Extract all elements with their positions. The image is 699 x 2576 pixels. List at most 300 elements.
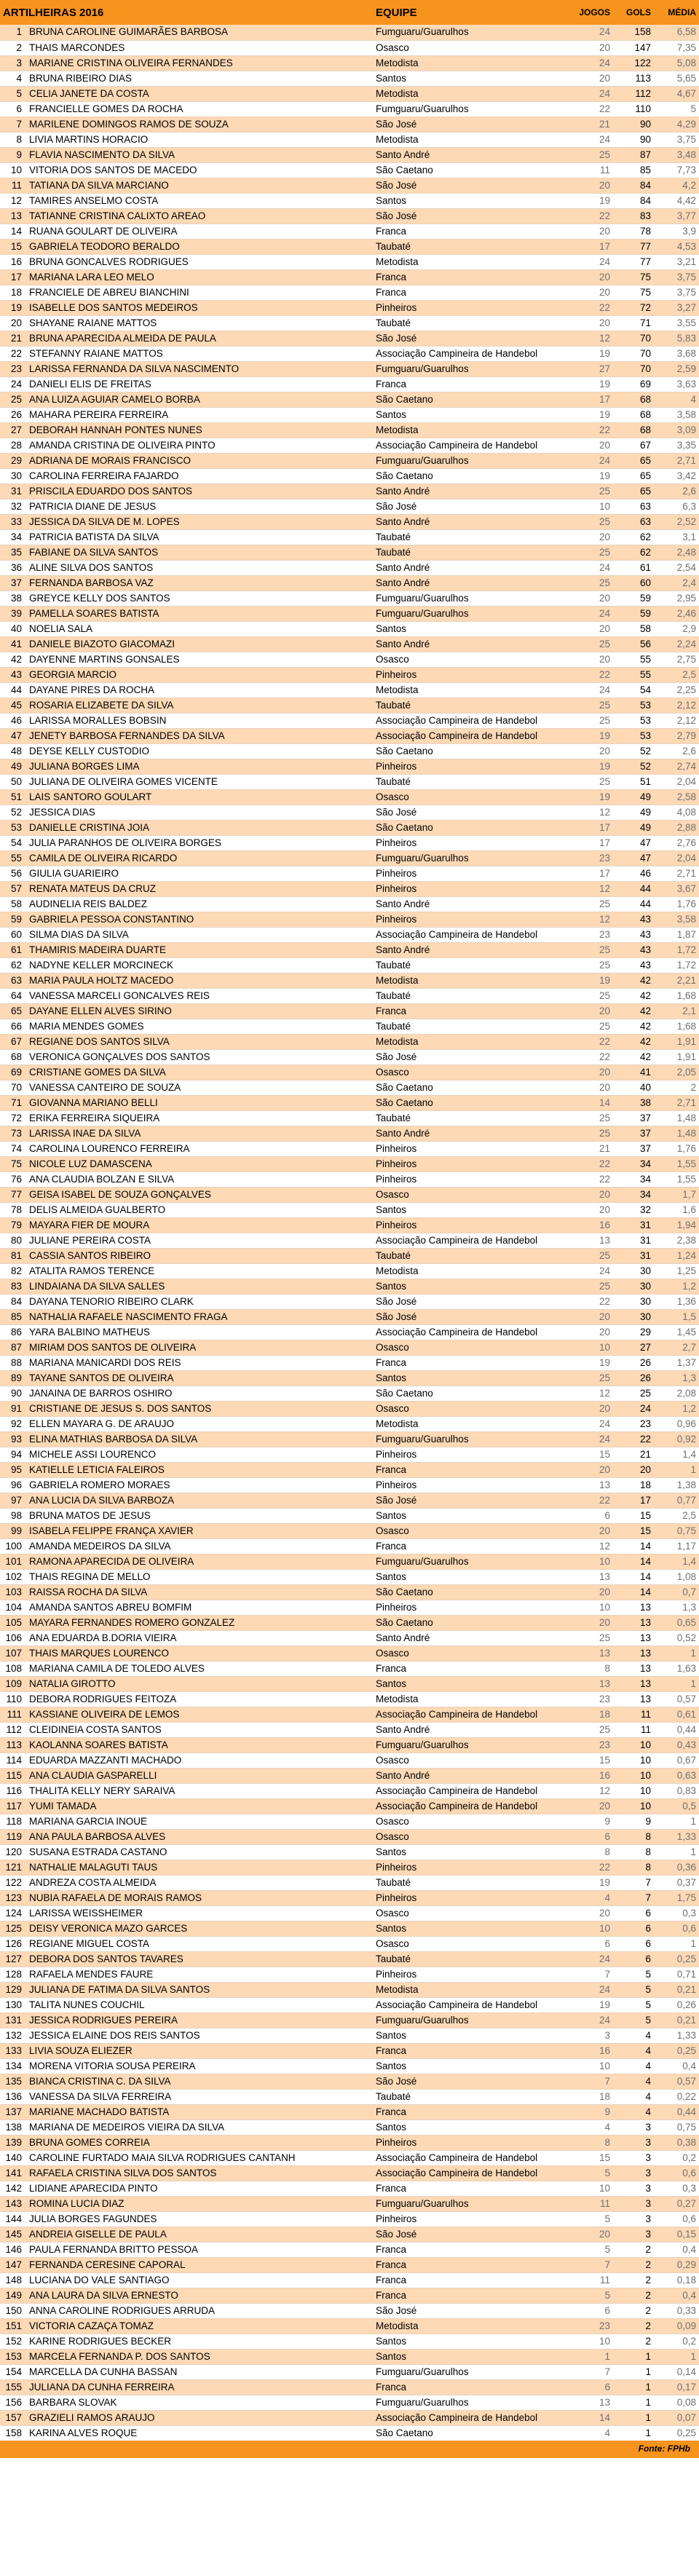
average-cell: 1,75: [654, 1890, 699, 1905]
table-row: [0, 2410, 699, 2425]
team-name: Pinheiros: [373, 300, 565, 315]
table-row: [0, 713, 699, 728]
goals-cell: 52: [613, 759, 654, 774]
games-cell: 22: [565, 1049, 613, 1064]
team-name: Taubaté: [373, 1019, 565, 1034]
average-cell: 1,48: [654, 1126, 699, 1141]
goals-cell: 1: [613, 2379, 654, 2395]
table-row: [0, 1982, 699, 1997]
average-cell: 0,92: [654, 1431, 699, 1447]
average-cell: 1,3: [654, 1370, 699, 1386]
player-name: DAYANA TENORIO RIBEIRO CLARK: [26, 1294, 373, 1309]
goals-cell: 112: [613, 86, 654, 101]
rank-cell: 79: [0, 1217, 26, 1233]
rank-cell: 99: [0, 1523, 26, 1538]
rank-cell: 73: [0, 1126, 26, 1141]
team-name: São Caetano: [373, 1386, 565, 1401]
table-row: [0, 178, 699, 193]
average-cell: 2,24: [654, 636, 699, 652]
rank-cell: 78: [0, 1202, 26, 1217]
team-name: Franca: [373, 1003, 565, 1019]
player-name: TATIANNE CRISTINA CALIXTO AREAO: [26, 208, 373, 224]
average-cell: 1,68: [654, 1019, 699, 1034]
table-row: [0, 1860, 699, 1875]
table-row: [0, 1248, 699, 1263]
goals-cell: 53: [613, 698, 654, 713]
team-name: Osasco: [373, 1753, 565, 1768]
goals-cell: 62: [613, 529, 654, 545]
goals-cell: 5: [613, 1982, 654, 1997]
player-name: ATALITA RAMOS TERENCE: [26, 1263, 373, 1279]
table-row: [0, 789, 699, 805]
rank-cell: 44: [0, 682, 26, 698]
team-name: Associação Campineira de Handebol: [373, 1997, 565, 2012]
player-name: LARISSA INAE DA SILVA: [26, 1126, 373, 1141]
table-row: [0, 1630, 699, 1645]
rank-cell: 6: [0, 101, 26, 116]
games-cell: 20: [565, 1905, 613, 1921]
average-cell: 5,65: [654, 71, 699, 86]
games-cell: 8: [565, 2135, 613, 2150]
team-name: Osasco: [373, 652, 565, 667]
rank-cell: 117: [0, 1798, 26, 1814]
table-row: [0, 1676, 699, 1691]
player-name: MARIANE CRISTINA OLIVEIRA FERNANDES: [26, 55, 373, 71]
games-cell: 25: [565, 575, 613, 590]
team-name: Osasco: [373, 1829, 565, 1844]
table-row: [0, 71, 699, 86]
team-name: Taubaté: [373, 957, 565, 973]
games-cell: 20: [565, 1003, 613, 1019]
average-cell: 1: [654, 1676, 699, 1691]
team-name: São José: [373, 1049, 565, 1064]
player-name: CAROLINA FERREIRA FAJARDO: [26, 468, 373, 483]
average-cell: 0,4: [654, 2242, 699, 2257]
player-name: MICHELE ASSI LOURENCO: [26, 1447, 373, 1462]
games-cell: 20: [565, 1324, 613, 1340]
goals-cell: 90: [613, 116, 654, 132]
goals-cell: 70: [613, 331, 654, 346]
team-name: Santo André: [373, 636, 565, 652]
average-cell: 4,29: [654, 116, 699, 132]
table-row: [0, 2242, 699, 2257]
table-row: [0, 2318, 699, 2334]
table-row: [0, 1370, 699, 1386]
average-cell: 0,7: [654, 1584, 699, 1600]
team-name: São Caetano: [373, 1615, 565, 1630]
games-cell: 13: [565, 1645, 613, 1661]
player-name: JULIA BORGES FAGUNDES: [26, 2211, 373, 2227]
average-cell: 2,58: [654, 789, 699, 805]
games-cell: 25: [565, 1126, 613, 1141]
goals-cell: 59: [613, 606, 654, 621]
player-name: AMANDA MEDEIROS DA SILVA: [26, 1538, 373, 1554]
player-name: MARIANA GARCIA INOUE: [26, 1814, 373, 1829]
table-row: [0, 1798, 699, 1814]
rank-cell: 66: [0, 1019, 26, 1034]
games-cell: 16: [565, 1217, 613, 1233]
table-row: [0, 529, 699, 545]
games-cell: 7: [565, 2074, 613, 2089]
goals-cell: 122: [613, 55, 654, 71]
goals-cell: 1: [613, 2364, 654, 2379]
goals-cell: 110: [613, 101, 654, 116]
player-name: MARIANA CAMILA DE TOLEDO ALVES: [26, 1661, 373, 1676]
goals-cell: 37: [613, 1126, 654, 1141]
average-cell: 0,5: [654, 1798, 699, 1814]
goals-cell: 43: [613, 957, 654, 973]
goals-cell: 49: [613, 789, 654, 805]
table-row: [0, 942, 699, 957]
player-name: JULIANA DE OLIVEIRA GOMES VICENTE: [26, 774, 373, 789]
team-name: Santos: [373, 407, 565, 422]
player-name: KARINE RODRIGUES BECKER: [26, 2334, 373, 2349]
games-cell: 8: [565, 1661, 613, 1676]
goals-cell: 21: [613, 1447, 654, 1462]
table-row: [0, 1324, 699, 1340]
table-row: [0, 1416, 699, 1431]
team-name: Franca: [373, 2379, 565, 2395]
player-name: ANNA CAROLINE RODRIGUES ARRUDA: [26, 2303, 373, 2318]
player-name: BRUNA APARECIDA ALMEIDA DE PAULA: [26, 331, 373, 346]
rank-cell: 14: [0, 224, 26, 239]
goals-cell: 49: [613, 805, 654, 820]
rank-cell: 146: [0, 2242, 26, 2257]
goals-cell: 42: [613, 1003, 654, 1019]
team-name: Metodista: [373, 973, 565, 988]
average-cell: 3,67: [654, 881, 699, 896]
goals-cell: 18: [613, 1477, 654, 1493]
table-row: [0, 1768, 699, 1783]
player-name: NATHALIA RAFAELE NASCIMENTO FRAGA: [26, 1309, 373, 1324]
table-row: [0, 1829, 699, 1844]
average-cell: 0,57: [654, 2074, 699, 2089]
table-row: [0, 575, 699, 590]
goals-cell: 31: [613, 1233, 654, 1248]
rank-cell: 3: [0, 55, 26, 71]
player-name: PAMELLA SOARES BATISTA: [26, 606, 373, 621]
games-cell: 25: [565, 636, 613, 652]
team-name: Franca: [373, 2257, 565, 2272]
goals-cell: 1: [613, 2425, 654, 2441]
table-row: [0, 315, 699, 331]
rank-cell: 121: [0, 1860, 26, 1875]
goals-cell: 13: [613, 1676, 654, 1691]
team-name: São José: [373, 2227, 565, 2242]
average-cell: 0,21: [654, 1982, 699, 1997]
table-row: [0, 743, 699, 759]
games-cell: 10: [565, 1600, 613, 1615]
team-name: Santos: [373, 1676, 565, 1691]
games-cell: 25: [565, 1110, 613, 1126]
games-cell: 6: [565, 2379, 613, 2395]
player-name: CELIA JANETE DA COSTA: [26, 86, 373, 101]
team-name: São José: [373, 331, 565, 346]
goals-cell: 42: [613, 988, 654, 1003]
goals-cell: 69: [613, 376, 654, 392]
games-cell: 20: [565, 621, 613, 636]
goals-cell: 38: [613, 1095, 654, 1110]
games-cell: 13: [565, 1569, 613, 1584]
table-row: [0, 1951, 699, 1967]
player-name: ANA CLAUDIA BOLZAN E SILVA: [26, 1172, 373, 1187]
team-name: São Caetano: [373, 468, 565, 483]
games-cell: 10: [565, 1921, 613, 1936]
games-cell: 19: [565, 468, 613, 483]
goals-cell: 4: [613, 2104, 654, 2119]
player-name: FABIANE DA SILVA SANTOS: [26, 545, 373, 560]
table-row: [0, 759, 699, 774]
games-cell: 10: [565, 499, 613, 514]
games-cell: 25: [565, 147, 613, 162]
team-name: Taubaté: [373, 1110, 565, 1126]
header-games: JOGOS: [579, 7, 610, 17]
goals-cell: 54: [613, 682, 654, 698]
rank-cell: 7: [0, 116, 26, 132]
rank-cell: 151: [0, 2318, 26, 2334]
table-row: [0, 468, 699, 483]
average-cell: 2,12: [654, 713, 699, 728]
player-name: ANDREIA GISELLE DE PAULA: [26, 2227, 373, 2242]
rank-cell: 133: [0, 2043, 26, 2058]
average-cell: 1,33: [654, 2028, 699, 2043]
rank-cell: 22: [0, 346, 26, 361]
goals-cell: 56: [613, 636, 654, 652]
player-name: DELIS ALMEIDA GUALBERTO: [26, 1202, 373, 1217]
player-name: NOELIA SALA: [26, 621, 373, 636]
average-cell: 1,87: [654, 927, 699, 942]
player-name: DANIELLE CRISTINA JOIA: [26, 820, 373, 835]
team-name: Taubaté: [373, 239, 565, 254]
goals-cell: 14: [613, 1569, 654, 1584]
average-cell: 0,77: [654, 1493, 699, 1508]
average-cell: 0,09: [654, 2318, 699, 2334]
average-cell: 2,48: [654, 545, 699, 560]
average-cell: 1,17: [654, 1538, 699, 1554]
games-cell: 24: [565, 560, 613, 575]
team-name: Santos: [373, 1921, 565, 1936]
rank-cell: 71: [0, 1095, 26, 1110]
average-cell: 2,9: [654, 621, 699, 636]
goals-cell: 7: [613, 1890, 654, 1905]
games-cell: 19: [565, 1355, 613, 1370]
table-row: [0, 545, 699, 560]
goals-cell: 55: [613, 667, 654, 682]
table-row: [0, 2349, 699, 2364]
table-row: [0, 1722, 699, 1737]
rank-cell: 31: [0, 483, 26, 499]
team-name: Franca: [373, 2104, 565, 2119]
goals-cell: 46: [613, 866, 654, 881]
games-cell: 22: [565, 1294, 613, 1309]
rank-cell: 1: [0, 25, 26, 40]
goals-cell: 53: [613, 728, 654, 743]
team-name: Santos: [373, 193, 565, 208]
team-name: São José: [373, 116, 565, 132]
goals-cell: 59: [613, 590, 654, 606]
goals-cell: 49: [613, 820, 654, 835]
average-cell: 3,63: [654, 376, 699, 392]
team-name: Santo André: [373, 1722, 565, 1737]
games-cell: 25: [565, 545, 613, 560]
rank-cell: 132: [0, 2028, 26, 2043]
rank-cell: 23: [0, 361, 26, 376]
table-row: [0, 1477, 699, 1493]
goals-cell: 10: [613, 1737, 654, 1753]
table-row: [0, 1737, 699, 1753]
player-name: DAYANE PIRES DA ROCHA: [26, 682, 373, 698]
table-row: [0, 422, 699, 438]
games-cell: 25: [565, 957, 613, 973]
games-cell: 19: [565, 376, 613, 392]
goals-cell: 87: [613, 147, 654, 162]
games-cell: 19: [565, 1875, 613, 1890]
goals-cell: 158: [613, 25, 654, 40]
team-name: Pinheiros: [373, 1860, 565, 1875]
average-cell: 4,53: [654, 239, 699, 254]
average-cell: 0,6: [654, 2211, 699, 2227]
average-cell: 3,75: [654, 132, 699, 147]
team-name: São Caetano: [373, 2425, 565, 2441]
team-name: Taubaté: [373, 1951, 565, 1967]
average-cell: 5,08: [654, 55, 699, 71]
goals-cell: 27: [613, 1340, 654, 1355]
player-name: JULIA PARANHOS DE OLIVEIRA BORGES: [26, 835, 373, 850]
goals-cell: 14: [613, 1554, 654, 1569]
goals-cell: 3: [613, 2196, 654, 2211]
player-name: RAFAELA CRISTINA SILVA DOS SANTOS: [26, 2165, 373, 2181]
table-row: [0, 285, 699, 300]
table-row: [0, 2288, 699, 2303]
rank-cell: 68: [0, 1049, 26, 1064]
games-cell: 20: [565, 1202, 613, 1217]
goals-cell: 13: [613, 1600, 654, 1615]
goals-cell: 3: [613, 2135, 654, 2150]
player-name: GABRIELA PESSOA CONSTANTINO: [26, 912, 373, 927]
games-cell: 10: [565, 2334, 613, 2349]
player-name: DEISY VERONICA MAZO GARCES: [26, 1921, 373, 1936]
average-cell: 0,21: [654, 2012, 699, 2028]
team-name: Metodista: [373, 132, 565, 147]
rank-cell: 53: [0, 820, 26, 835]
team-name: Taubaté: [373, 1248, 565, 1263]
team-name: Fumguaru/Guarulhos: [373, 453, 565, 468]
average-cell: 0,22: [654, 2089, 699, 2104]
average-cell: 0,83: [654, 1783, 699, 1798]
goals-cell: 42: [613, 1034, 654, 1049]
games-cell: 1: [565, 2349, 613, 2364]
rank-cell: 83: [0, 1279, 26, 1294]
goals-cell: 32: [613, 1202, 654, 1217]
average-cell: 1,48: [654, 1110, 699, 1126]
table-row: [0, 407, 699, 422]
rank-cell: 49: [0, 759, 26, 774]
average-cell: 1,3: [654, 1600, 699, 1615]
player-name: RAFAELA MENDES FAURE: [26, 1967, 373, 1982]
goals-cell: 3: [613, 2119, 654, 2135]
rank-cell: 19: [0, 300, 26, 315]
table-row: [0, 40, 699, 55]
rank-cell: 157: [0, 2410, 26, 2425]
rank-cell: 35: [0, 545, 26, 560]
average-cell: 6,58: [654, 25, 699, 40]
average-cell: 0,67: [654, 1753, 699, 1768]
table-row: [0, 2196, 699, 2211]
team-name: Santos: [373, 2334, 565, 2349]
table-row: [0, 1141, 699, 1156]
goals-cell: 3: [613, 2165, 654, 2181]
games-cell: 25: [565, 514, 613, 529]
player-name: SILMA DIAS DA SILVA: [26, 927, 373, 942]
goals-cell: 41: [613, 1064, 654, 1080]
rank-cell: 96: [0, 1477, 26, 1493]
average-cell: 1,37: [654, 1355, 699, 1370]
player-name: CAROLINA LOURENCO FERREIRA: [26, 1141, 373, 1156]
player-name: TALITA NUNES COUCHIL: [26, 1997, 373, 2012]
team-name: Metodista: [373, 1416, 565, 1431]
table-row: [0, 1003, 699, 1019]
rank-cell: 136: [0, 2089, 26, 2104]
table-row: [0, 957, 699, 973]
team-name: São Caetano: [373, 1095, 565, 1110]
player-name: JESSICA RODRIGUES PEREIRA: [26, 2012, 373, 2028]
table-row: [0, 1967, 699, 1982]
average-cell: 2,7: [654, 1340, 699, 1355]
games-cell: 24: [565, 25, 613, 40]
table-row: [0, 1493, 699, 1508]
team-name: Metodista: [373, 1263, 565, 1279]
games-cell: 20: [565, 285, 613, 300]
rank-cell: 154: [0, 2364, 26, 2379]
player-name: ELLEN MAYARA G. DE ARAUJO: [26, 1416, 373, 1431]
goals-cell: 20: [613, 1462, 654, 1477]
team-name: São José: [373, 2303, 565, 2318]
rank-cell: 122: [0, 1875, 26, 1890]
goals-cell: 13: [613, 1691, 654, 1707]
games-cell: 20: [565, 1187, 613, 1202]
rank-cell: 47: [0, 728, 26, 743]
goals-cell: 4: [613, 2058, 654, 2074]
table-row: [0, 2104, 699, 2119]
goals-cell: 3: [613, 2211, 654, 2227]
goals-cell: 6: [613, 1936, 654, 1951]
table-row: [0, 483, 699, 499]
rank-cell: 34: [0, 529, 26, 545]
rank-cell: 80: [0, 1233, 26, 1248]
games-cell: 5: [565, 2288, 613, 2303]
team-name: São Caetano: [373, 743, 565, 759]
goals-cell: 10: [613, 1768, 654, 1783]
team-name: São Caetano: [373, 162, 565, 178]
rank-cell: 145: [0, 2227, 26, 2242]
team-name: Metodista: [373, 55, 565, 71]
games-cell: 7: [565, 2364, 613, 2379]
rank-cell: 141: [0, 2165, 26, 2181]
table-row: [0, 774, 699, 789]
rank-cell: 129: [0, 1982, 26, 1997]
goals-cell: 65: [613, 453, 654, 468]
games-cell: 17: [565, 835, 613, 850]
rank-cell: 46: [0, 713, 26, 728]
table-row: [0, 2227, 699, 2242]
player-name: DANIELE BIAZOTO GIACOMAZI: [26, 636, 373, 652]
table-row: [0, 1233, 699, 1248]
average-cell: 2,04: [654, 850, 699, 866]
player-name: MARCELA FERNANDA P. DOS SANTOS: [26, 2349, 373, 2364]
goals-cell: 4: [613, 2028, 654, 2043]
average-cell: 1: [654, 1936, 699, 1951]
player-name: ANA EDUARDA B.DORIA VIEIRA: [26, 1630, 373, 1645]
